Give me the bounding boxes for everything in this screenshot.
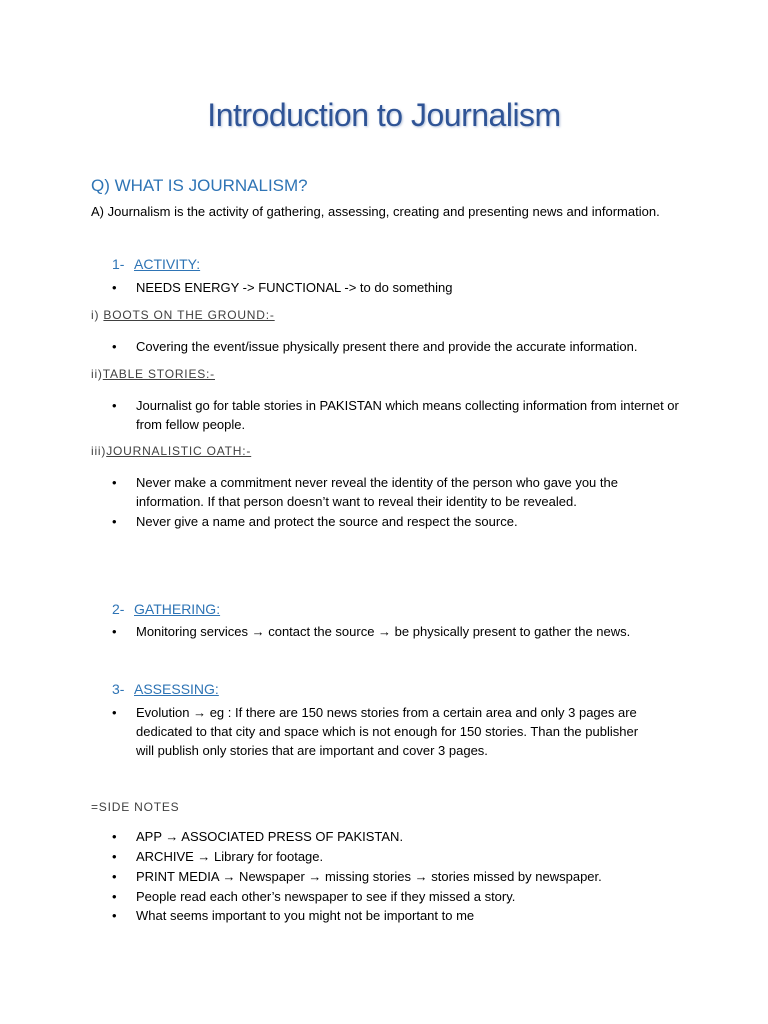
answer-text: A) Journalism is the activity of gathering, assessing, creating and presenting news and information.	[91, 204, 660, 219]
list-item-text: ARCHIVE → Library for footage.	[136, 849, 324, 864]
subheading-boots	[91, 308, 275, 322]
bullet-icon: •	[112, 514, 117, 529]
bullet-icon: •	[112, 889, 117, 904]
list-item	[112, 473, 682, 511]
document-title: Introduction to Journalism	[207, 97, 561, 133]
section-number: 3-	[112, 681, 125, 697]
list-item-text: Covering the event/issue physically present there and provide the accurate information.	[136, 339, 638, 354]
subheading-prefix: ii)	[91, 367, 103, 381]
subheading-label: JOURNALISTIC OATH:-	[106, 444, 252, 458]
bullet-icon: •	[112, 475, 117, 490]
subheading-label: TABLE STORIES:-	[102, 367, 215, 381]
list-item	[112, 337, 682, 356]
side-notes-heading: =SIDE NOTES	[91, 800, 180, 814]
bullet-icon: •	[112, 398, 117, 413]
section-activity-heading	[112, 256, 200, 272]
section-label: ASSESSING:	[134, 681, 219, 697]
bullet-icon: •	[112, 624, 117, 639]
list-item	[112, 512, 682, 531]
list-item	[112, 847, 682, 866]
bullet-icon: •	[112, 829, 117, 844]
bullet-icon: •	[112, 869, 117, 884]
section-assessing-heading	[112, 681, 219, 697]
list-item	[112, 278, 682, 297]
question-heading: Q) WHAT IS JOURNALISM?	[91, 176, 308, 195]
list-item-text: PRINT MEDIA → Newspaper → missing stories → stories missed by newspaper.	[136, 869, 602, 884]
list-item	[112, 887, 682, 906]
list-item-text: What seems important to you might not be important to me	[136, 908, 475, 923]
section-label: ACTIVITY:	[134, 256, 201, 272]
list-item-text: Monitoring services → contact the source → be physically present to gather the news.	[136, 624, 631, 639]
list-item	[112, 703, 657, 760]
list-item-text: Journalist go for table stories in PAKISTAN which means collecting information from internet or from fellow people.	[136, 398, 679, 432]
section-number: 2-	[112, 601, 125, 617]
section-gathering-heading	[112, 601, 220, 617]
list-item	[112, 867, 682, 886]
subheading-prefix: i)	[91, 308, 104, 322]
list-item	[112, 622, 682, 641]
list-item-text: Never make a commitment never reveal the identity of the person who gave you the information. If that person doesn’t want to reveal their identity to be revealed.	[136, 475, 618, 509]
list-item	[112, 396, 682, 434]
subheading-journalistic-oath	[91, 444, 251, 458]
subheading-prefix: iii)	[91, 444, 107, 458]
list-item	[112, 906, 682, 925]
subheading-table-stories	[91, 367, 215, 381]
list-item-text: Evolution → eg : If there are 150 news stories from a certain area and only 3 pages are dedicated to that city and space which is not enough for 150 stories. Than the publisher will publish only stories that are important and cover 3 pages.	[136, 705, 639, 758]
list-item-text: NEEDS ENERGY -> FUNCTIONAL -> to do something	[136, 280, 453, 295]
bullet-icon: •	[112, 705, 117, 720]
list-item-text: APP → ASSOCIATED PRESS OF PAKISTAN.	[136, 829, 404, 844]
list-item-text: Never give a name and protect the source and respect the source.	[136, 514, 518, 529]
bullet-icon: •	[112, 339, 117, 354]
subheading-label: BOOTS ON THE GROUND:-	[103, 308, 275, 322]
section-number: 1-	[112, 256, 125, 272]
list-item	[112, 827, 682, 846]
bullet-icon: •	[112, 849, 117, 864]
bullet-icon: •	[112, 280, 117, 295]
bullet-icon: •	[112, 908, 117, 923]
section-label: GATHERING:	[134, 601, 221, 617]
list-item-text: People read each other’s newspaper to see if they missed a story.	[136, 889, 516, 904]
